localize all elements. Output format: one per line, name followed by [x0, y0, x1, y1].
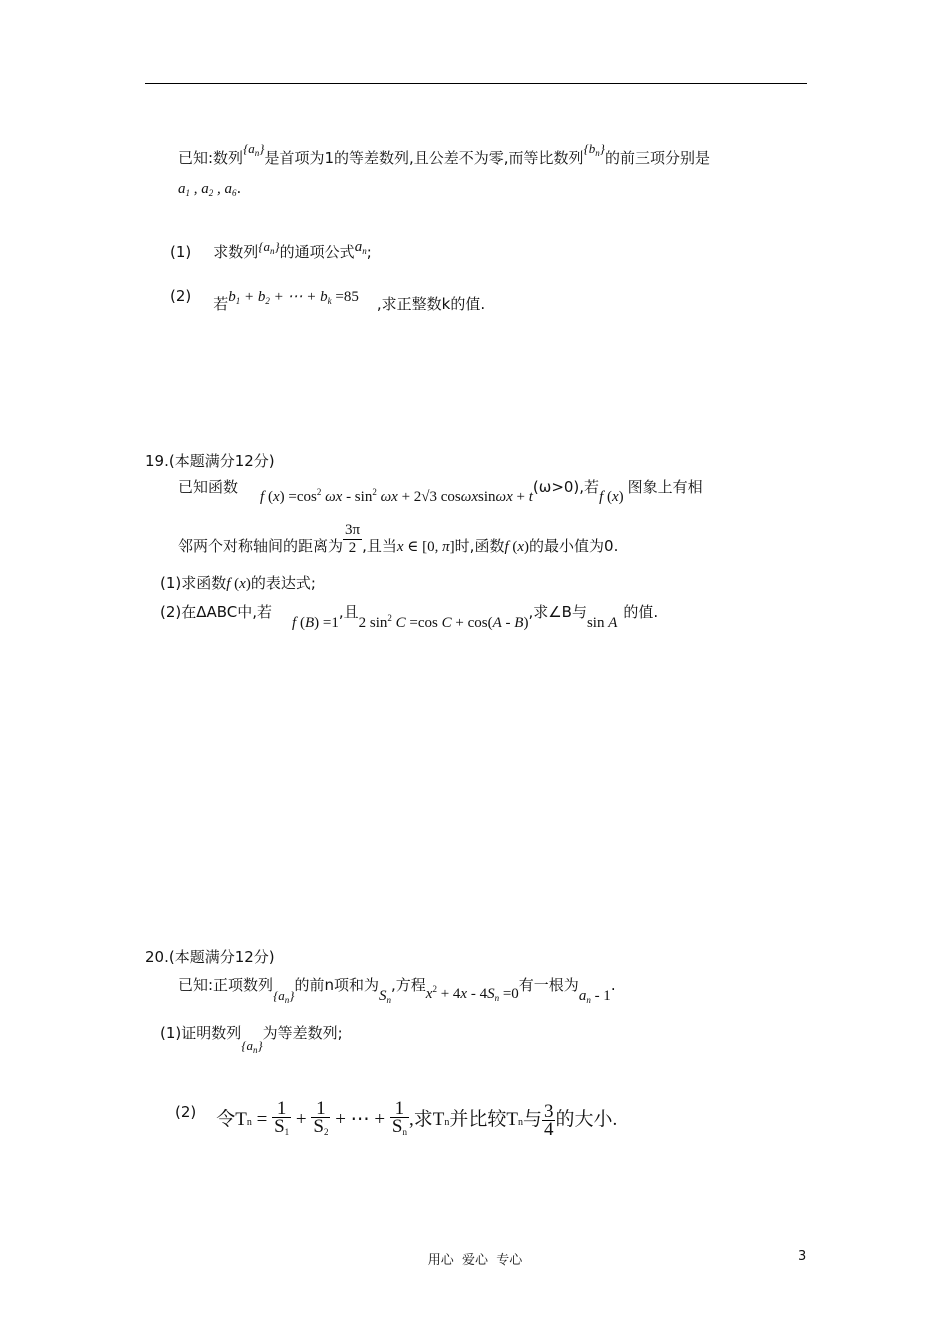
- frac-1-S2: $\frac{1}{S_2}$: [313, 1098, 329, 1137]
- p18-q2: (2) 若$b_1 + b_2$ + ⋯ + $b_k =85$ ,求正整数k的值.: [170, 287, 486, 313]
- p19-line1: 已知函数f $(x) =\cos^2$ $\omega x - \sin^2 \omega x + 2√3$ cosωxsinωx + t(ω>0),若f (x)图象上有相: [178, 478, 703, 505]
- seq-bn: $\{b_n\}$: [583, 141, 605, 158]
- quadratic-eq: x: [425, 986, 433, 1002]
- frac-3-4: $\frac{3}{4}$: [543, 1101, 554, 1140]
- p18-terms: $a_1$ , $a_2$ , $a_6$.: [178, 179, 242, 198]
- p19-q2: (2)在ΔABC中,若f (B) =1,且2 $\sin^2 C =\cos$ C + cos(A - B),求∠B与sin A的值.: [160, 603, 659, 631]
- p20-q2: (2) 令Tn = $\frac{1}{S_1}$ + $\frac{1}{S_2}$ + ⋯ + $\frac{1}{S_n}$ ,求Tn并比较Tn与 $\frac{3}{4}$ 的大小.: [175, 1098, 618, 1140]
- seq-an-3: $\{a_n\}$: [273, 988, 295, 1005]
- page-number: 3: [798, 1249, 807, 1264]
- footer-slogan: 用心 爱心 专心: [427, 1253, 523, 1268]
- seq-an: $\{a_n\}$: [243, 141, 265, 158]
- frac-1-S1: $\frac{1}{S_1}$: [274, 1098, 290, 1137]
- p20-header: 20.(本题满分12分): [145, 948, 275, 966]
- fx-3: f: [226, 576, 235, 592]
- p19-q1: (1)求函数f (x)的表达式;: [160, 574, 316, 592]
- trig-eq: 2 $\sin^2$: [358, 613, 392, 631]
- term-an: $a_n$: [354, 239, 367, 256]
- p18-q1: (1) 求数列$\{a_n\}$的通项公式$a_n$;: [170, 239, 372, 261]
- p19-header: 19.(本题满分12分): [145, 452, 275, 470]
- p20-line1: 已知:正项数列$\{a_n\}$的前n项和为$S_n$,方程$x^2 + 4x - 4S_n =0$有一根为$a_n - 1$.: [178, 976, 616, 1005]
- seq-an-4: $\{a_n\}$: [241, 1038, 263, 1055]
- frac-1-Sn: $\frac{1}{S_n}$: [391, 1098, 407, 1137]
- seq-an-2: $\{a_n\}$: [258, 239, 280, 256]
- formula-fx: f: [260, 489, 265, 505]
- fx-2: f: [504, 539, 513, 555]
- sinA: sin: [586, 615, 609, 631]
- an-minus-1: $a_n$: [578, 988, 591, 1005]
- p19-line2: 邻两个对称轴间的距离为 $\frac{3\pi}{2}$ ,且当x ∈ [0, π]时,函数f (x)的最小值为0.: [178, 522, 619, 556]
- terms-a1-a2-a6: $a_1$ , $a_2$ , $a_6$: [178, 181, 237, 198]
- header-rule: [145, 83, 807, 84]
- interval-x: x: [396, 539, 404, 555]
- sum-b1-bk: $b_1 + b_2$ + ⋯ + $b_k$: [228, 289, 332, 306]
- frac-3pi-2: $\frac{3\pi}{2}$: [345, 522, 361, 556]
- p18-intro: 已知:数列$\{a_n\}$是首项为1的等差数列,且公差不为零,而等比数列$\{b_n\}$的前三项分别是: [178, 141, 710, 167]
- fB-eq: f: [292, 615, 300, 631]
- Sn: $S_n$: [378, 988, 391, 1005]
- p20-q1: (1)证明数列$\{a_n\}$为等差数列;: [160, 1024, 343, 1055]
- fx-1: f: [599, 489, 607, 505]
